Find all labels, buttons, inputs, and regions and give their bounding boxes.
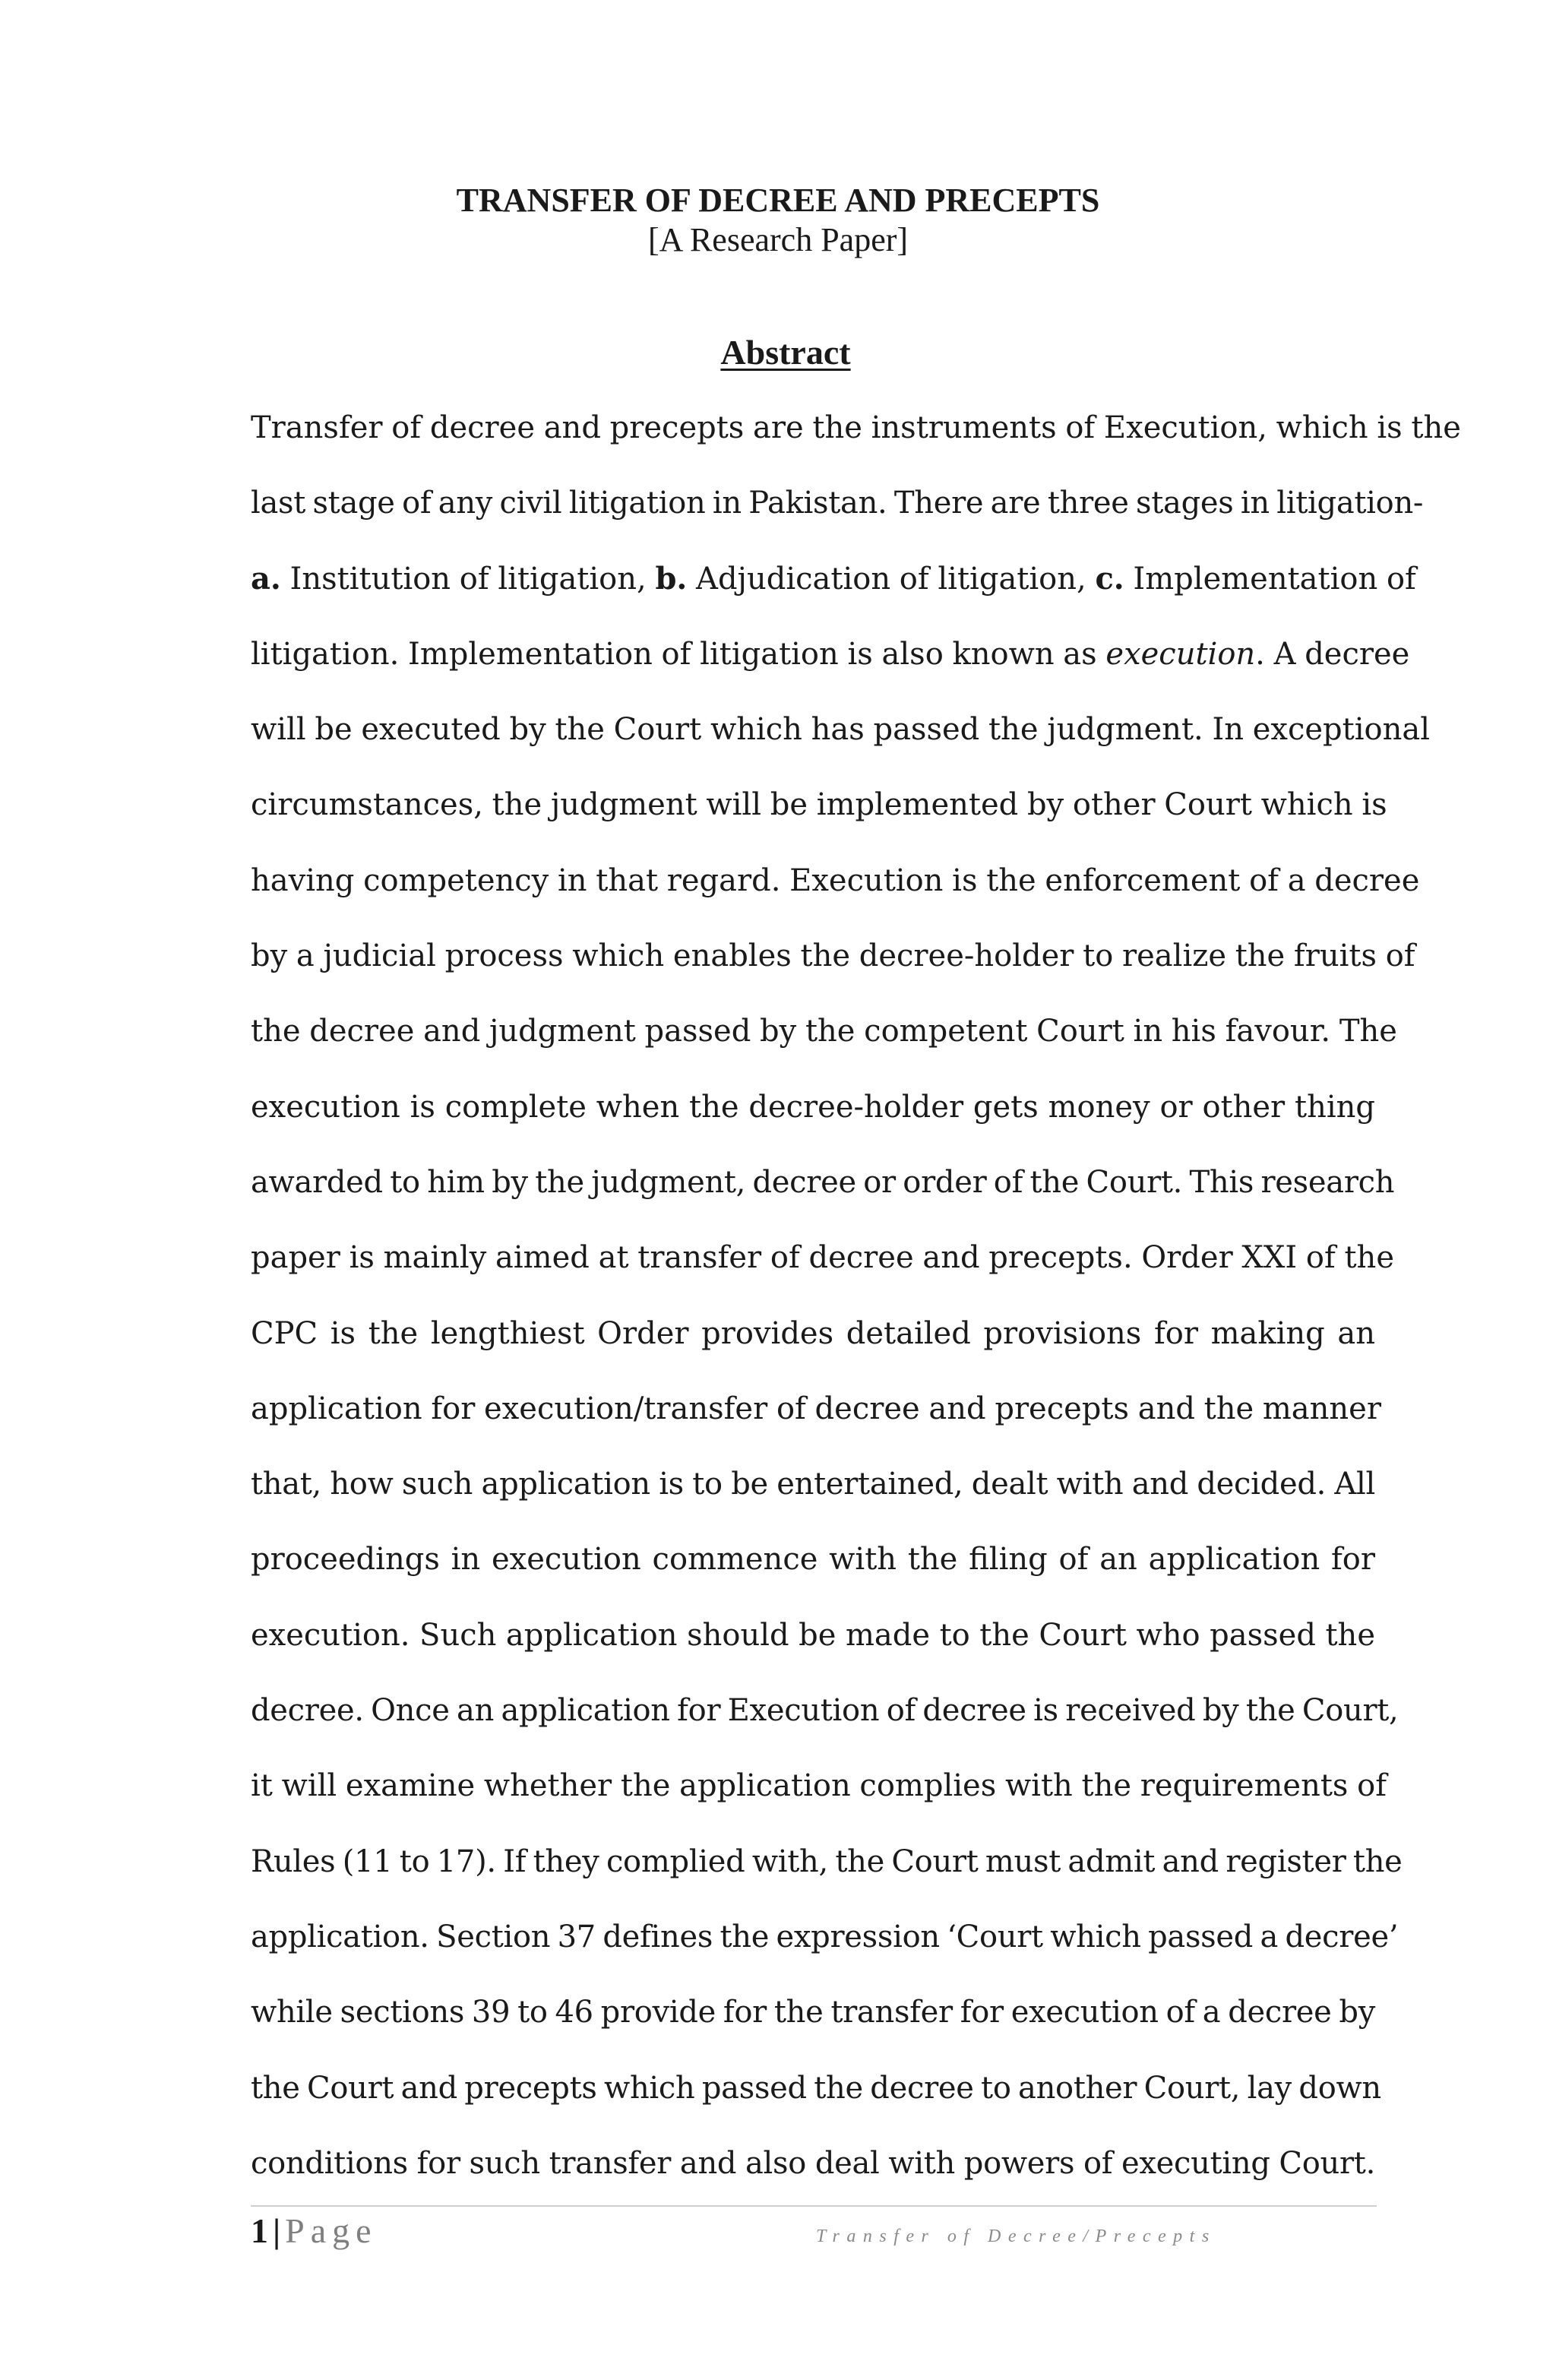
list-text-b: Adjudication of litigation, — [687, 561, 1096, 597]
running-footer-title: Transfer of Decree/Precepts — [816, 2227, 1216, 2246]
abstract-line: last stage of any civil litigation in Pakistan. There are three stages in litigation- — [251, 486, 1424, 521]
page-word: Page — [285, 2211, 378, 2250]
abstract-line — [251, 631, 1410, 706]
list-marker-c: c. — [1095, 560, 1124, 597]
abstract-line: by a judicial process which enables the decree-holder to realize the fruits of — [251, 938, 1415, 974]
footer-divider — [251, 2205, 1377, 2207]
abstract-line: that, how such application is to be entertained, dealt with and decided. All — [251, 1467, 1375, 1502]
abstract-line: decree. Once an application for Execution of decree is received by the Court, — [251, 1693, 1399, 1729]
abstract-line: while sections 39 to 46 provide for the transfer for execution of a decree by — [251, 1995, 1375, 2030]
abstract-line: proceedings in execution commence with the filing of an application for — [251, 1542, 1375, 1578]
abstract-line: circumstances, the judgment will be implemented by other Court which is — [251, 787, 1387, 823]
abstract-body — [251, 404, 1461, 2215]
abstract-line: execution. Such application should be made to the Court who passed the — [251, 1617, 1375, 1653]
line-text: . A decree — [1255, 636, 1410, 672]
abstract-line — [251, 555, 1416, 631]
line-text: litigation. Implementation of litigation is also known as — [251, 636, 1106, 672]
paper-title: TRANSFER OF DECREE AND PRECEPTS — [456, 182, 1100, 219]
abstract-line: application for execution/transfer of decree and precepts and the manner — [251, 1391, 1381, 1426]
abstract-line: paper is mainly aimed at transfer of decree and precepts. Order XXI of the — [251, 1240, 1394, 1276]
list-marker-a: a. — [251, 560, 281, 597]
paper-subtitle: [A Research Paper] — [647, 221, 909, 258]
list-text-c: Implementation of — [1124, 561, 1416, 597]
abstract-line: it will examine whether the application complies with the requirements of — [251, 1768, 1387, 1804]
abstract-line: Rules (11 to 17). If they complied with, the Court must admit and register the — [251, 1844, 1403, 1879]
abstract-heading: Abstract — [720, 333, 851, 372]
abstract-line: the decree and judgment passed by the competent Court in his favour. The — [251, 1014, 1397, 1049]
page-number: 1 — [251, 2211, 268, 2250]
abstract-line: awarded to him by the judgment, decree or order of the Court. This research — [251, 1164, 1395, 1200]
abstract-line: will be executed by the Court which has passed the judgment. In exceptional — [251, 712, 1430, 748]
list-marker-b: b. — [655, 560, 688, 597]
page-number-label — [251, 2210, 378, 2252]
abstract-line: Transfer of decree and precepts are the instruments of Execution, which is the — [251, 410, 1461, 445]
list-text-a: Institution of litigation, — [280, 561, 656, 597]
abstract-line: execution is complete when the decree-holder gets money or other thing — [251, 1089, 1375, 1125]
page-separator: | — [273, 2211, 281, 2250]
abstract-line: CPC is the lengthiest Order provides detailed provisions for making an — [251, 1315, 1375, 1351]
emphasis-execution: execution — [1105, 636, 1256, 672]
abstract-line: conditions for such transfer and also deal with powers of executing Court. — [251, 2145, 1375, 2181]
abstract-line: the Court and precepts which passed the decree to another Court, lay down — [251, 2070, 1381, 2106]
abstract-line: having competency in that regard. Execution is the enforcement of a decree — [251, 862, 1420, 898]
abstract-line: application. Section 37 defines the expression ‘Court which passed a decree’ — [251, 1919, 1399, 1954]
